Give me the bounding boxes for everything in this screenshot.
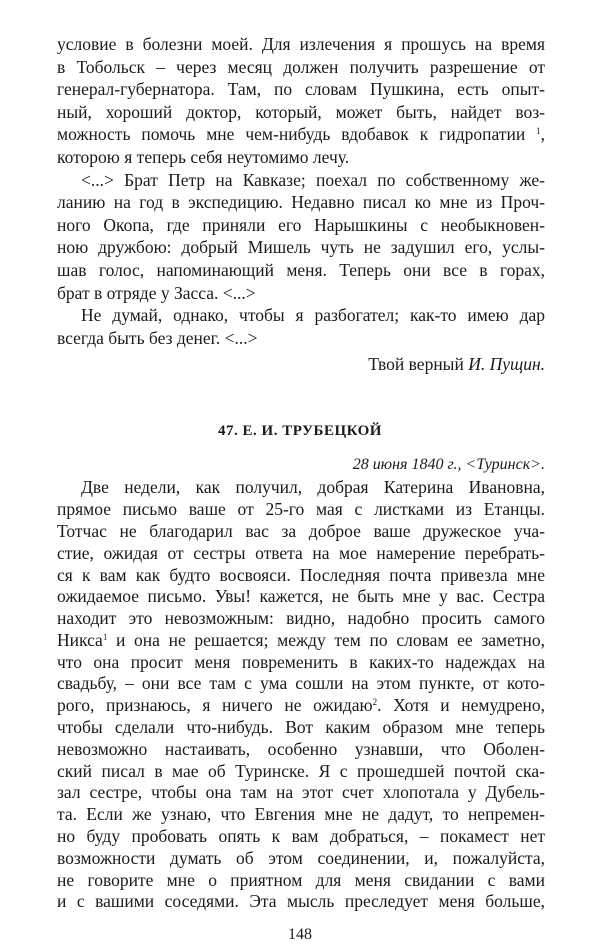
text: и она не решается; между тем по словам ее заметно, <box>116 629 545 650</box>
letter-heading: 47. Е. И. ТРУБЕЦКОЙ <box>218 423 382 440</box>
text-line: брат в отряде у Засса. <...> <box>57 282 256 303</box>
text-line: но буду пробовать опять к вам добраться, – покамест нет <box>57 826 545 847</box>
text-line: ожидаемое письмо. Увы! кажется, не быть мне у вас. Сестра <box>57 586 545 607</box>
letter-47-body <box>57 477 545 913</box>
text-line <box>57 695 545 717</box>
letter-date: 28 июня 1840 г., <Туринск>. <box>352 456 545 474</box>
text-line: Тотчас не благодарил вас за доброе ваше дружеское уча- <box>57 520 545 541</box>
text-line <box>57 630 545 652</box>
text-line <box>57 123 545 146</box>
signature-prefix: Твой верный <box>368 354 464 375</box>
text-line: шав голос, напоминающий меня. Теперь они все в горах, <box>57 259 545 280</box>
page-number: 148 <box>288 926 312 944</box>
text-line: что она просит меня повременить в каких-то надеждах на <box>57 651 545 672</box>
text-line: не говорите мне о приятном для меня свидании с вами <box>57 869 545 890</box>
signature <box>0 353 545 375</box>
letter-46-ending <box>57 33 545 349</box>
text-line: ский писал в мае об Туринске. Я с прошедшей почтой ска- <box>57 760 545 781</box>
text-line: которою я теперь себя неутомимо лечу. <box>57 146 350 167</box>
text-line: та. Если же узнаю, что Евгения мне не дадут, то непремен- <box>57 804 545 825</box>
text-line: генерал-губернатора. Там, по словам Пушкина, есть опыт- <box>57 79 545 100</box>
text-line: невозможно настаивать, особенно узнавши, что Оболен- <box>57 738 545 759</box>
footnote-ref: 2 <box>372 697 378 708</box>
text-line: ного Окопа, где приняли его Нарышкины с необыкновен- <box>57 214 545 235</box>
text-line: зал сестре, чтобы она там на этот счет хлопотала у Дубель- <box>57 782 545 803</box>
text-line: стие, ожидая от сестры ответа на мое намерение перебрать- <box>57 542 545 563</box>
text-line: находит это невозможным: видно, надобно просить самого <box>57 608 545 629</box>
footnote-ref: 1 <box>102 631 108 642</box>
text-line: чтобы сделали что-нибудь. Вот каким образом мне теперь <box>57 717 545 738</box>
text-line: в Тобольск – через месяц должен получить разрешение от <box>57 56 545 77</box>
text: Никса <box>57 629 103 650</box>
text: рого, признаюсь, я ничего не ожидаю <box>57 695 373 716</box>
text-line: Не думай, однако, чтобы я разбогател; как-то имею дар <box>81 305 545 326</box>
text-line: возможности думать об этом соединении, и, пожалуйста, <box>57 847 545 868</box>
text-line: свадьбу, – они все там с ума сошли на этом пункте, от кото- <box>57 673 545 694</box>
text: . Хотя и немудрено, <box>377 695 545 716</box>
text-line: ный, хороший доктор, который, может быть, найдет воз- <box>57 101 545 122</box>
text-line: прямое письмо ваше от 25-го мая с листками из Етанцы. <box>57 499 545 520</box>
text-line: и с вашими соседями. Эта мысль преследует меня больше, <box>57 891 545 912</box>
comma: , <box>540 124 545 145</box>
text-line: условие в болезни моей. Для излечения я прошусь на время <box>57 34 545 54</box>
text-line: ланию на год в экспедицию. Недавно писал ко мне из Проч- <box>57 192 545 213</box>
footnote-ref: 1 <box>536 126 541 137</box>
signature-name: И. Пущин. <box>468 354 545 375</box>
text-line: Две недели, как получил, добрая Катерина Ивановна, <box>81 477 545 498</box>
text-line: всегда быть без денег. <...> <box>57 327 258 348</box>
text-line: <...> Брат Петр на Кавказе; поехал по собственному же- <box>81 169 545 190</box>
text-line: ся к вам как будто восвояси. Последняя почта привезла мне <box>57 564 545 585</box>
text-line: ною дружбою: добрый Мишель чуть не задушил его, услы- <box>57 237 545 258</box>
text: можность помочь мне чем-нибудь вдобавок к гидропатии <box>57 124 526 145</box>
